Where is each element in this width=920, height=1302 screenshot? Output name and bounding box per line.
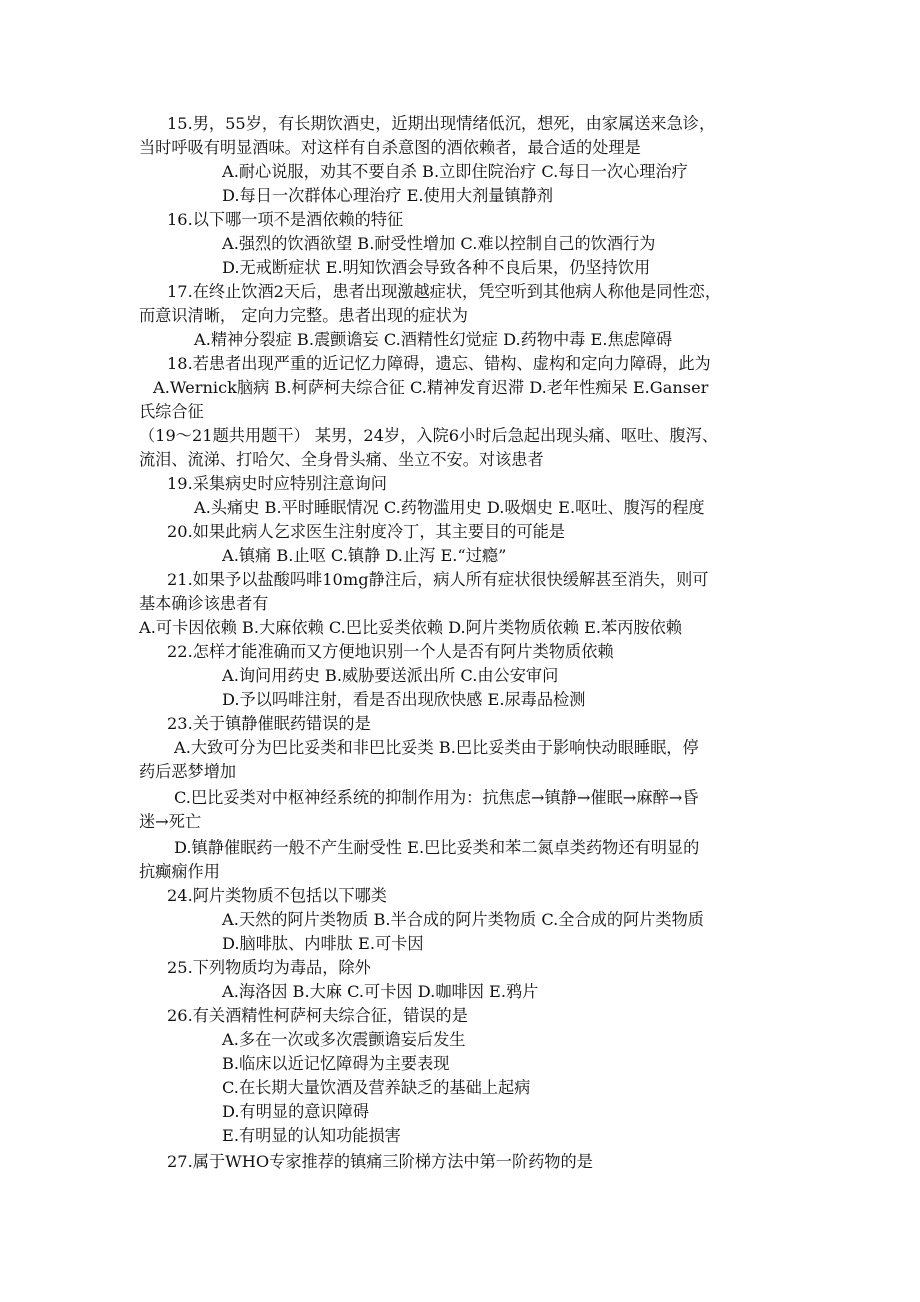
q23-option-c-line2: 迷→死亡	[139, 812, 202, 831]
q22-stem: 22.怎样才能准确而又方便地识别一个人是否有阿片类物质依赖	[167, 642, 614, 661]
q24-options-line2: D.脑啡肽、内啡肽 E.可卡因	[222, 934, 424, 953]
q22-options-line2: D.予以吗啡注射，看是否出现欣快感 E.尿毒品检测	[222, 690, 586, 709]
q27-stem: 27.属于WHO专家推荐的镇痛三阶梯方法中第一阶药物的是	[167, 1152, 593, 1171]
q22-options-line1: A.询问用药史 B.威胁要送派出所 C.由公安审问	[222, 666, 559, 685]
q17-stem-line1: 17.在终止饮酒2天后，患者出现激越症状，凭空听到其他病人称他是同性恋，	[167, 282, 722, 301]
q26-option-c: C.在长期大量饮酒及营养缺乏的基础上起病	[222, 1078, 531, 1097]
q26-option-b: B.临床以近记忆障碍为主要表现	[222, 1054, 450, 1073]
q26-option-e: E.有明显的认知功能损害	[222, 1126, 401, 1145]
q20-options: A.镇痛 B.止呕 C.镇静 D.止泻 E.“过瘾”	[222, 546, 507, 565]
q26-option-a: A.多在一次或多次震颤谵妄后发生	[222, 1030, 466, 1049]
q23-stem: 23.关于镇静催眠药错误的是	[167, 714, 371, 733]
q19-options: A.头痛史 B.平时睡眠情况 C.药物滥用史 D.吸烟史 E.呕吐、腹泻的程度	[194, 498, 705, 517]
q25-options: A.海洛因 B.大麻 C.可卡因 D.咖啡因 E.鸦片	[222, 982, 539, 1001]
shared-stem-line2: 流泪、流涕、打哈欠、全身骨头痛、坐立不安。对该患者	[139, 450, 544, 469]
q18-stem: 18.若患者出现严重的近记忆力障碍，遗忘、错构、虚构和定向力障碍，此为	[167, 354, 711, 373]
q18-options-line1: A.Wernick脑病 B.柯萨柯夫综合征 C.精神发育迟滞 D.老年性痴呆 E.Ganser	[153, 378, 709, 397]
q25-stem: 25.下列物质均为毒品，除外	[167, 958, 371, 977]
q15-options-line2: D.每日一次群体心理治疗 E.使用大剂量镇静剂	[222, 186, 554, 205]
q24-stem: 24.阿片类物质不包括以下哪类	[167, 886, 387, 905]
q16-options-line1: A.强烈的饮酒欲望 B.耐受性增加 C.难以控制自己的饮酒行为	[222, 234, 656, 253]
q15-stem-line1: 15.男，55岁，有长期饮酒史，近期出现情绪低沉，想死，由家属送来急诊，	[167, 114, 716, 133]
q26-stem: 26.有关酒精性柯萨柯夫综合征，错误的是	[167, 1006, 468, 1025]
q24-options-line1: A.天然的阿片类物质 B.半合成的阿片类物质 C.全合成的阿片类物质	[222, 910, 704, 929]
q20-stem: 20.如果此病人乞求医生注射度冷丁，其主要目的可能是	[167, 522, 566, 541]
q21-options: A.可卡因依赖 B.大麻依赖 C.巴比妥类依赖 D.阿片类物质依赖 E.苯丙胺依赖	[139, 618, 682, 637]
q17-options: A.精神分裂症 B.震颤谵妄 C.酒精性幻觉症 D.药物中毒 E.焦虑障碍	[194, 330, 673, 349]
q23-option-ab-line2: 药后恶梦增加	[139, 762, 237, 781]
q19-stem: 19.采集病史时应特别注意询问	[167, 474, 387, 493]
q23-option-c-line1: C.巴比妥类对中枢神经系统的抑制作用为：抗焦虑→镇静→催眠→麻醉→昏	[174, 788, 699, 807]
q23-option-de-line1: D.镇静催眠药一般不产生耐受性 E.巴比妥类和苯二氮卓类药物还有明显的	[174, 838, 700, 857]
q17-stem-line2: 而意识清晰， 定向力完整。患者出现的症状为	[139, 306, 468, 325]
q23-option-ab-line1: A.大致可分为巴比妥类和非巴比妥类 B.巴比妥类由于影响快动眼睡眠，停	[174, 738, 699, 757]
q26-option-d: D.有明显的意识障碍	[222, 1102, 370, 1121]
q21-stem-line2: 基本确诊该患者有	[139, 594, 269, 613]
q15-stem-line2: 当时呼吸有明显酒味。对这样有自杀意图的酒依赖者，最合适的处理是	[139, 138, 641, 157]
q21-stem-line1: 21.如果予以盐酸吗啡10mg静注后，病人所有症状很快缓解甚至消失，则可	[167, 570, 709, 589]
q16-stem: 16.以下哪一项不是酒依赖的特征	[167, 210, 404, 229]
q15-options-line1: A.耐心说服，劝其不要自杀 B.立即住院治疗 C.每日一次心理治疗	[222, 162, 688, 181]
q23-option-de-line2: 抗癫痫作用	[139, 862, 220, 881]
q16-options-line2: D.无戒断症状 E.明知饮酒会导致各种不良后果，仍坚持饮用	[222, 258, 651, 277]
q18-options-line2: 氏综合征	[139, 402, 204, 421]
shared-stem-line1: （19～21题共用题干） 某男，24岁，入院6小时后急起出现头痛、呕吐、腹泻、	[139, 426, 719, 445]
